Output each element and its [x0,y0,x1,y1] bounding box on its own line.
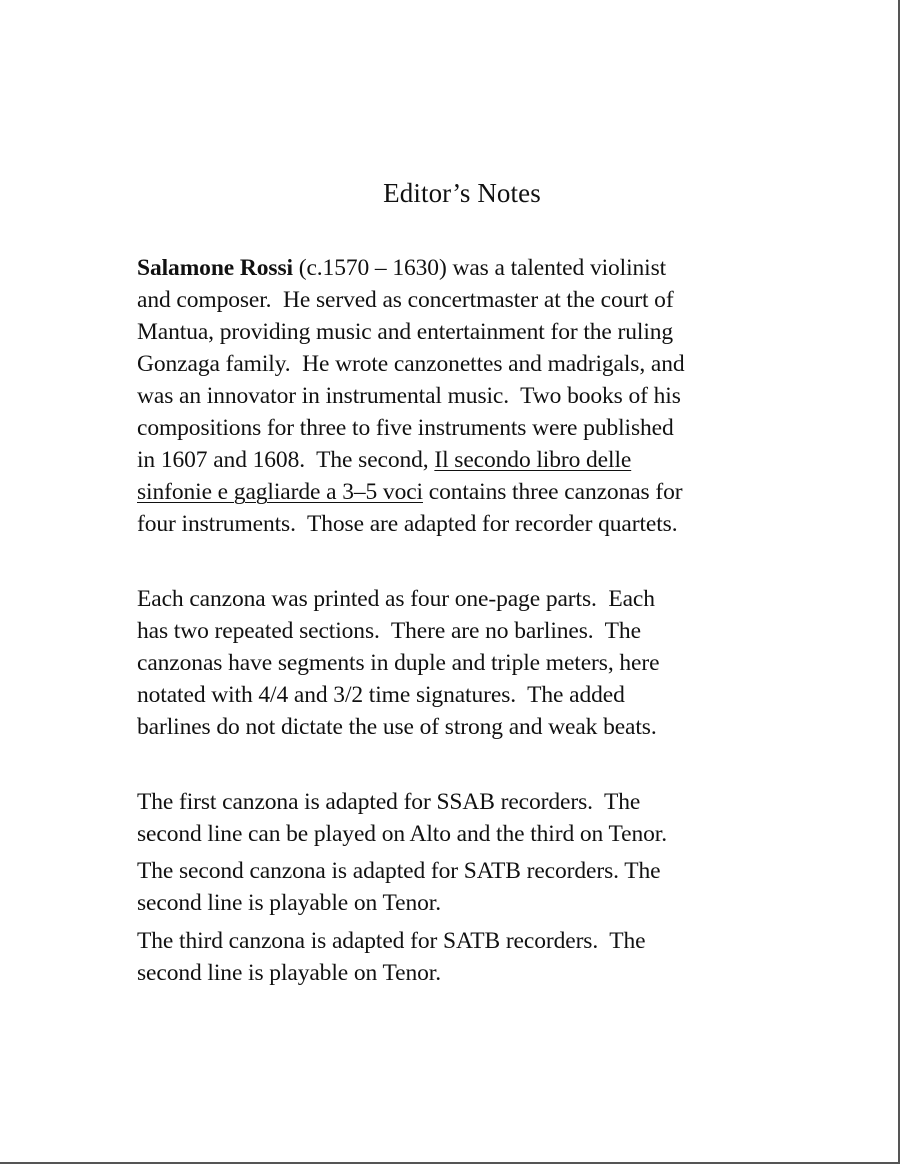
composer-name: Salamone Rossi [137,255,293,281]
paragraph-line: Each canzona was printed as four one-page parts. Each [137,586,655,612]
paragraph-line: barlines do not dictate the use of strong and weak beats. [137,714,657,740]
paragraph-line: four instruments. Those are adapted for recorder quartets. [137,511,678,537]
paragraph-notation [137,583,777,743]
paragraph-text: in 1607 and 1608. The second, [137,447,435,473]
paragraph-line: was an innovator in instrumental music. Two books of his [137,383,681,409]
paragraph-line: Mantua, providing music and entertainment for the ruling [137,319,674,345]
paragraph-line: The second canzona is adapted for SATB recorders. The [137,858,661,884]
paragraph-line: canzonas have segments in duple and triple meters, here [137,650,660,676]
page-title: Editor’s Notes [383,178,541,208]
book-title: Il secondo libro delle [434,447,632,473]
paragraph-line: has two repeated sections. There are no barlines. The [137,618,641,644]
paragraph-line: notated with 4/4 and 3/2 time signatures. The added [137,682,625,708]
paragraph-line: second line can be played on Alto and the third on Tenor. [137,821,667,847]
paragraph-biography [137,252,777,540]
paragraph-line [137,252,777,284]
paragraph-text: (c.1570 – 1630) was a talented violinist [292,255,667,281]
paragraph-line: and composer. He served as concertmaster at the court of [137,287,674,313]
paragraph-second-canzona [137,855,777,919]
paragraph-line: second line is playable on Tenor. [137,960,441,986]
paragraph-line: second line is playable on Tenor. [137,890,441,916]
paragraph-line: Gonzaga family. He wrote canzonettes and madrigals, and [137,351,685,377]
paragraph-line [137,444,777,476]
paragraph-line [137,476,777,508]
paragraph-line: The first canzona is adapted for SSAB recorders. The [137,789,641,815]
paragraph-text: contains three canzonas for [422,479,683,505]
paragraph-first-canzona [137,786,777,850]
book-title: sinfonie e gagliarde a 3–5 voci [137,479,423,505]
paragraph-line: The third canzona is adapted for SATB recorders. The [137,928,646,954]
paragraph-third-canzona [137,925,777,989]
paragraph-line: compositions for three to five instruments were published [137,415,674,441]
